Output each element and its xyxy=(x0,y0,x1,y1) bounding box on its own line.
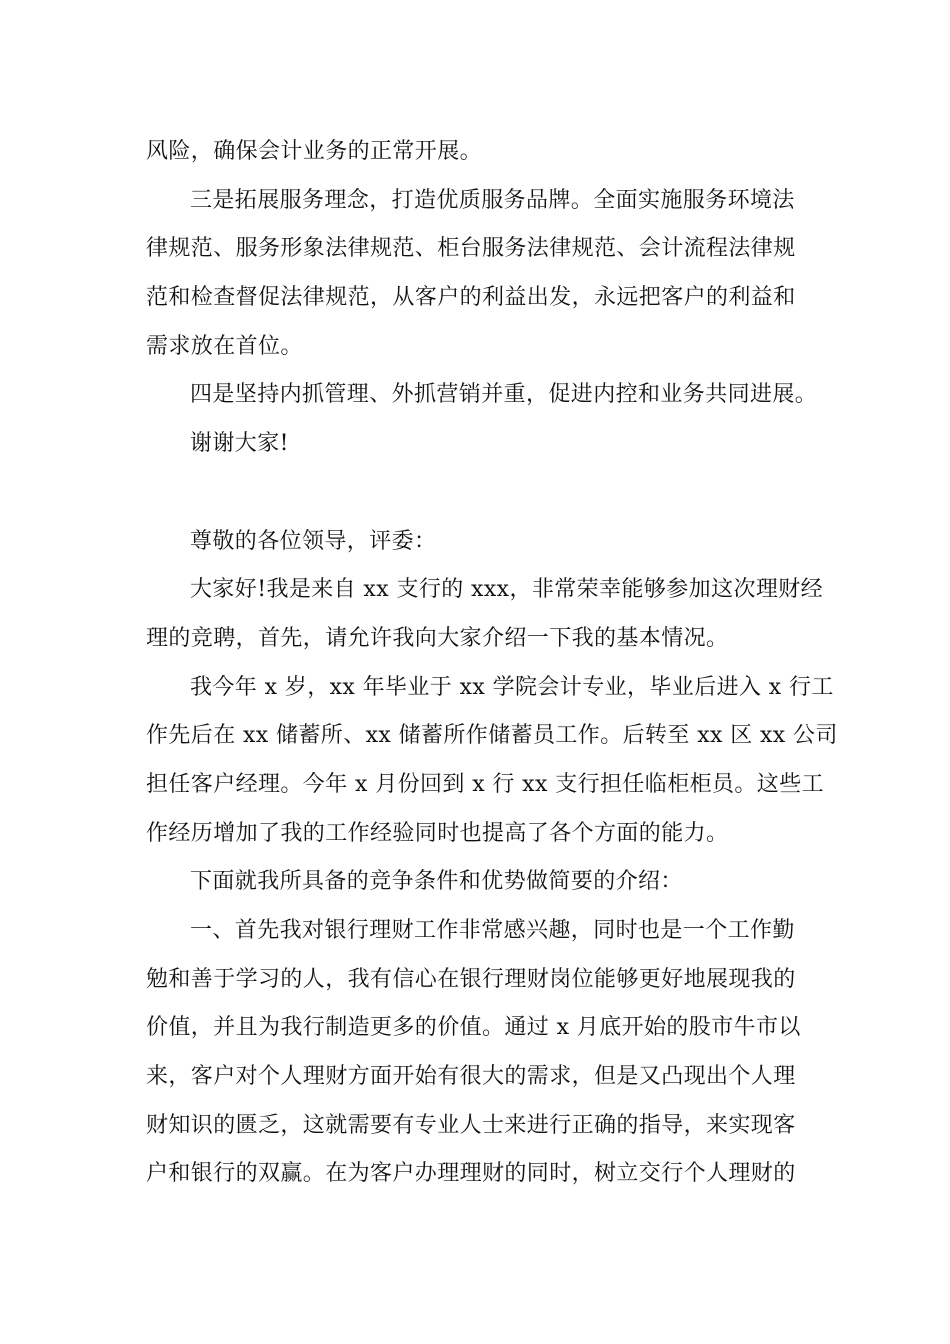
paragraph-line: 理的竞聘，首先，请允许我向大家介绍一下我的基本情况。 xyxy=(146,625,729,651)
paragraph-line: 风险，确保会计业务的正常开展。 xyxy=(146,139,483,164)
paragraph-line: 财知识的匮乏，这就需要有专业人士来进行正确的指导，来实现客 xyxy=(146,1112,796,1138)
paragraph-line: 作经历增加了我的工作经验同时也提高了各个方面的能力。 xyxy=(146,820,729,846)
paragraph-line: 需求放在首位。 xyxy=(146,333,303,359)
paragraph-line: 户和银行的双赢。在为客户办理理财的同时，树立交行个人理财的 xyxy=(146,1161,796,1187)
paragraph-line: 一、首先我对银行理财工作非常感兴趣，同时也是一个工作勤 xyxy=(190,918,795,943)
paragraph-line: 作先后在 xx 储蓄所、xx 储蓄所作储蓄员工作。后转至 xx 区 xx 公司 xyxy=(146,723,838,749)
paragraph-line: 四是坚持内抓管理、外抓营销并重，促进内控和业务共同进展。 xyxy=(190,382,818,408)
section-gap xyxy=(146,469,810,518)
salutation-line: 尊敬的各位领导，评委： xyxy=(190,528,437,554)
paragraph-line: 价值，并且为我行制造更多的价值。通过 x 月底开始的股市牛市以 xyxy=(146,1015,801,1041)
paragraph-line: 律规范、服务形象法律规范、柜台服务法律规范、会计流程法律规 xyxy=(146,236,796,262)
paragraph-line: 我今年 x 岁，xx 年毕业于 xx 学院会计专业，毕业后进入 x 行工 xyxy=(190,674,834,700)
paragraph-line: 下面就我所具备的竞争条件和优势做简要的介绍： xyxy=(190,869,683,895)
paragraph-line: 大家好!我是来自 xx 支行的 xxx，非常荣幸能够参加这次理财经 xyxy=(190,577,824,603)
paragraph-line: 勉和善于学习的人，我有信心在银行理财岗位能够更好地展现我的 xyxy=(146,966,796,992)
document-page xyxy=(146,128,838,1199)
paragraph-line: 范和检查督促法律规范，从客户的利益出发，永远把客户的利益和 xyxy=(146,285,796,311)
paragraph-line: 三是拓展服务理念，打造优质服务品牌。全面实施服务环境法 xyxy=(190,187,795,213)
paragraph-line: 来，客户对个人理财方面开始有很大的需求，但是又凸现出个人理 xyxy=(146,1064,796,1090)
paragraph-line: 担任客户经理。今年 x 月份回到 x 行 xx 支行担任临柜柜员。这些工 xyxy=(146,771,824,797)
closing-line: 谢谢大家! xyxy=(190,431,289,457)
